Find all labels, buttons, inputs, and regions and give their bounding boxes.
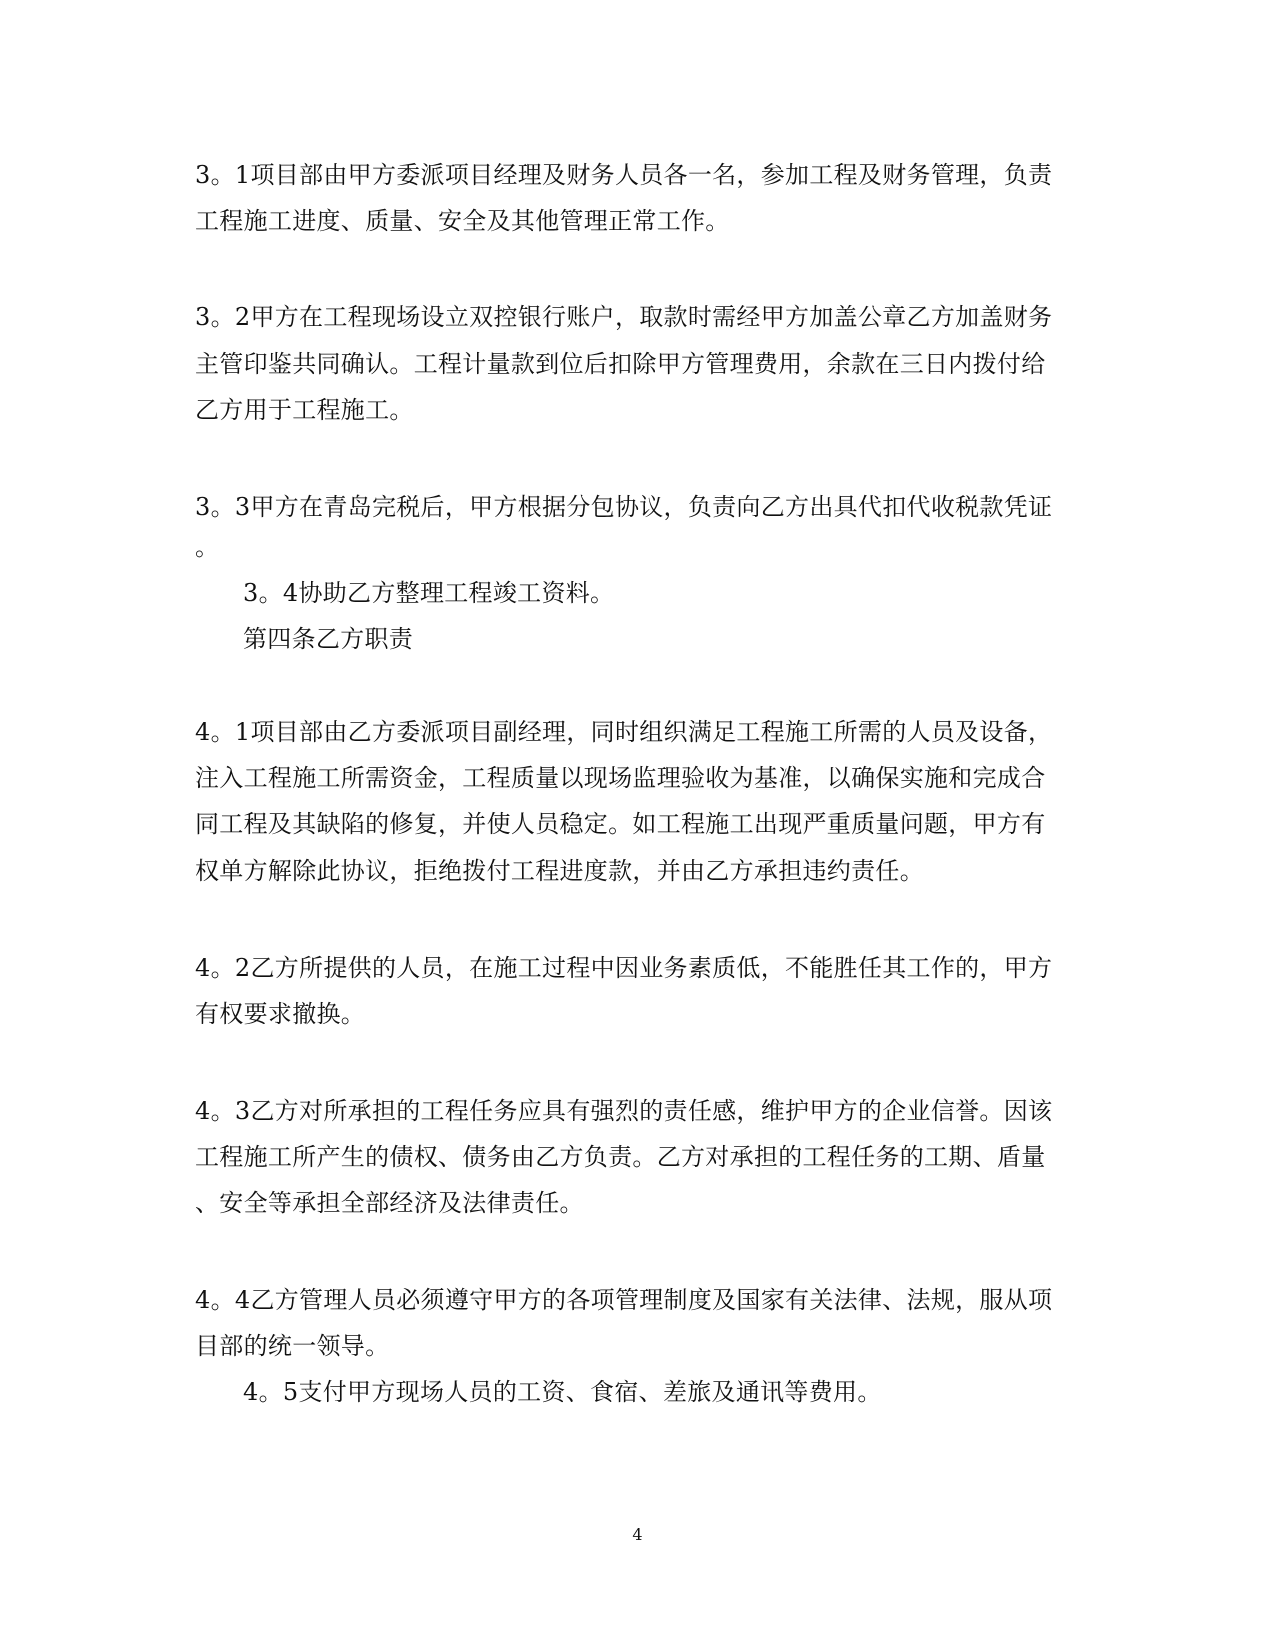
page-number: 4 (632, 1525, 643, 1544)
clause-4-1-line-2: 注入工程施工所需资金，工程质量以现场监理验收为基准，以确保实施和完成合 (195, 764, 1046, 792)
clause-3-2-line-2: 主管印鉴共同确认。工程计量款到位后扣除甲方管理费用，余款在三日内拨付给 (195, 350, 1046, 378)
clause-4-4-line-1: 4。4乙方管理人员必须遵守甲方的各项管理制度及国家有关法律、法规，服从项 (195, 1286, 1053, 1314)
clause-3-2-line-3: 乙方用于工程施工。 (195, 396, 414, 424)
clause-4-3-line-1: 4。3乙方对所承担的工程任务应具有强烈的责任感，维护甲方的企业信誉。因该 (195, 1097, 1053, 1125)
clause-4-2-line-1: 4。2乙方所提供的人员，在施工过程中因业务素质低，不能胜任其工作的，甲方 (195, 954, 1053, 982)
article-4-heading: 第四条乙方职责 (243, 625, 414, 653)
clause-4-1-line-3: 同工程及其缺陷的修复，并使人员稳定。如工程施工出现严重质量问题，甲方有 (195, 810, 1046, 838)
clause-4-3-line-2: 工程施工所产生的债权、债务由乙方负责。乙方对承担的工程任务的工期、盾量 (195, 1143, 1046, 1171)
clause-4-1-line-4: 权单方解除此协议，拒绝拨付工程进度款，并由乙方承担违约责任。 (195, 857, 924, 885)
clause-3-2-line-1: 3。2甲方在工程现场设立双控银行账户，取款时需经甲方加盖公章乙方加盖财务 (195, 303, 1053, 331)
clause-4-2-line-2: 有权要求撤换。 (195, 1000, 366, 1028)
clause-4-3-line-3: 、安全等承担全部经济及法律责任。 (195, 1189, 584, 1217)
clause-4-4-line-2: 目部的统一领导。 (195, 1332, 390, 1360)
clause-4-1-line-1: 4。1项目部由乙方委派项目副经理，同时组织满足工程施工所需的人员及设备， (195, 718, 1053, 746)
clause-4-5: 4。5支付甲方现场人员的工资、食宿、差旅及通讯等费用。 (243, 1378, 882, 1406)
clause-3-3-line-2: 。 (195, 533, 220, 561)
clause-3-4: 3。4协助乙方整理工程竣工资料。 (243, 579, 615, 607)
clause-3-3-line-1: 3。3甲方在青岛完税后，甲方根据分包协议，负责向乙方出具代扣代收税款凭证 (195, 493, 1053, 521)
clause-3-1-line-1: 3。1项目部由甲方委派项目经理及财务人员各一名，参加工程及财务管理，负责 (195, 161, 1053, 189)
clause-3-1-line-2: 工程施工进度、质量、安全及其他管理正常工作。 (195, 207, 730, 235)
